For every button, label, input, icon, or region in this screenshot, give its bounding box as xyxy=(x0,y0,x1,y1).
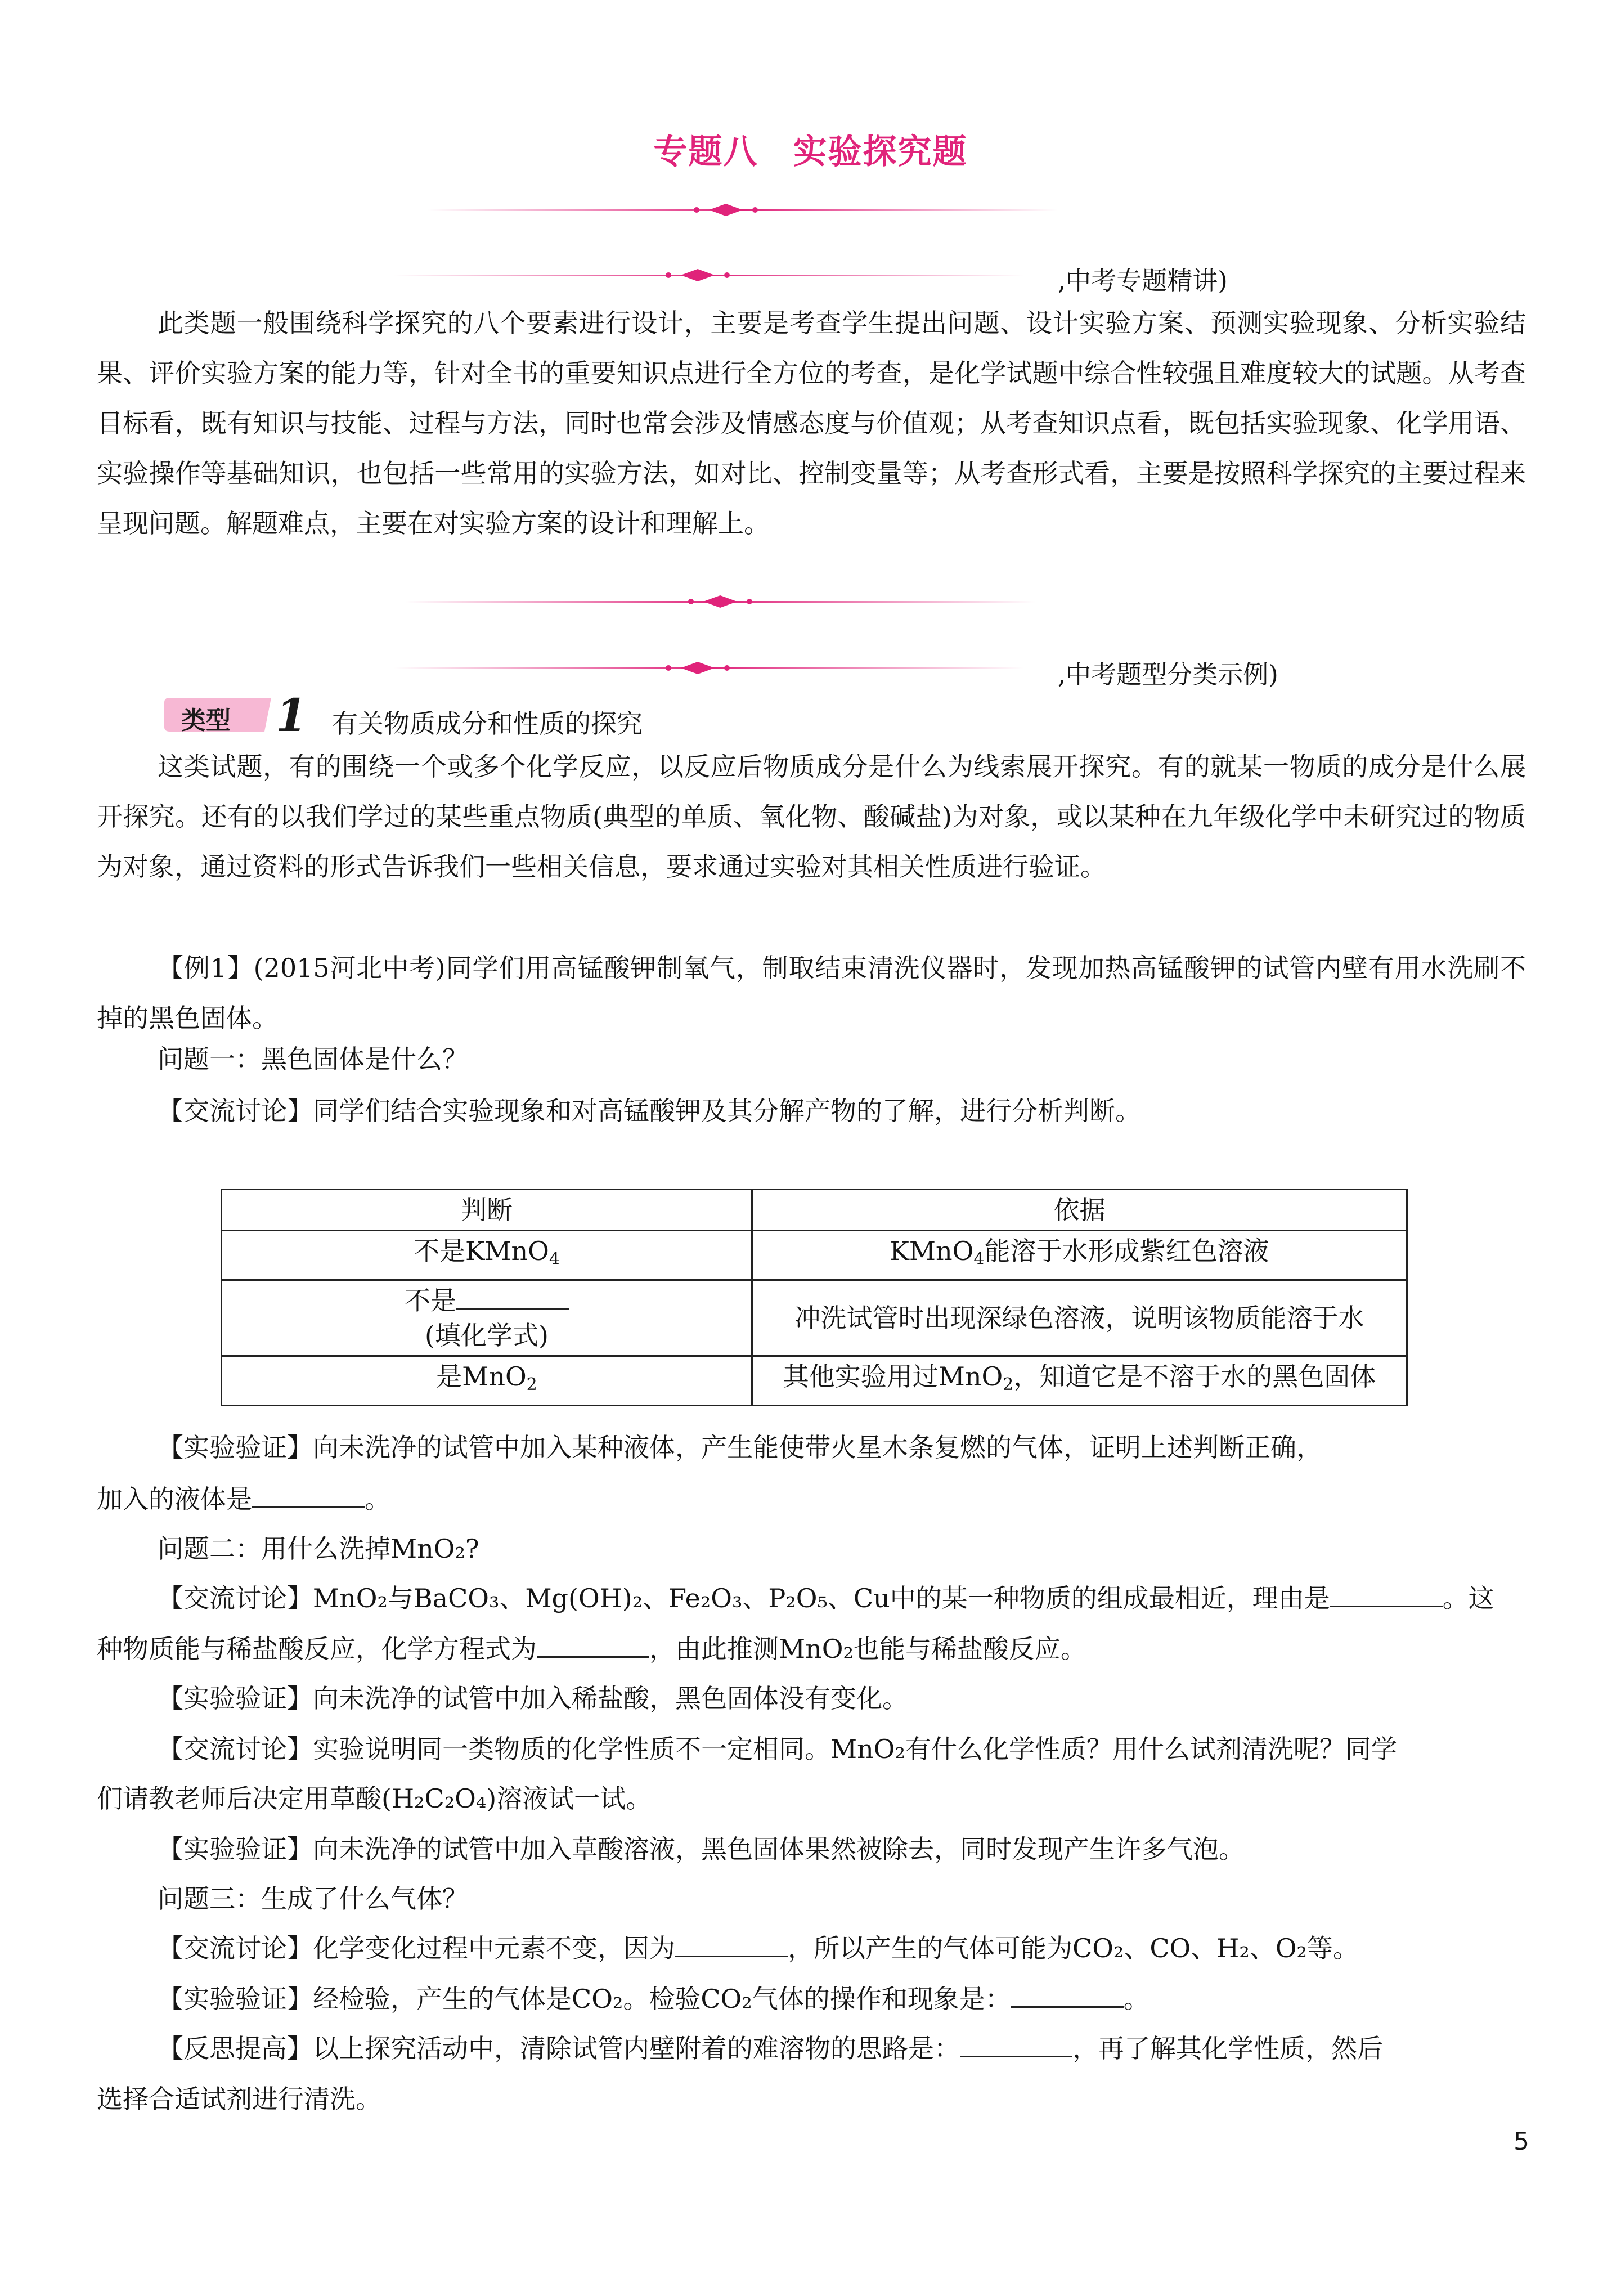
question-3: 问题三：生成了什么气体？ xyxy=(158,1884,468,1914)
table-header-basis: 依据 xyxy=(752,1190,1407,1231)
discussion-3-cont: 们请教老师后决定用草酸(H₂C₂O₄)溶液试一试。 xyxy=(97,1783,652,1814)
table-header-row xyxy=(222,1190,1407,1231)
answer-blank[interactable] xyxy=(1330,1583,1443,1607)
verification-1: 【实验验证】向未洗净的试管中加入某种液体，产生能使带火星木条复燃的气体，证明上述判断正确， xyxy=(158,1432,1322,1463)
table-cell: 其他实验用过MnO$_2$，知道它是不溶于水的黑色固体 xyxy=(752,1356,1407,1406)
discussion-3: 【交流讨论】实验说明同一类物质的化学性质不一定相同。MnO₂有什么化学性质？用什么试剂清洗呢？同学 xyxy=(158,1734,1397,1764)
section-heading-2: ,中考题型分类示例) xyxy=(1058,660,1278,689)
question-1: 问题一：黑色固体是什么？ xyxy=(158,1044,468,1074)
table-cell: 不是KMnO$_4$ xyxy=(222,1231,752,1280)
page-number: 5 xyxy=(1514,2127,1529,2156)
type-intro-paragraph: 这类试题，有的围绕一个或多个化学反应，以反应后物质成分是什么为线索展开探究。有的就某一物质的成分是什么展开探究。还有的以我们学过的某些重点物质(典型的单质、氧化物、酸碱盐)为对象，或以某种在九年级化学中未研究过的物质为对象，通过资料的形式告诉我们一些相关信息，要求通过实验对其相关性质进行验证。 xyxy=(97,751,1526,882)
page-title: 专题八 实验探究题 xyxy=(653,132,968,172)
answer-blank[interactable] xyxy=(456,1285,569,1310)
answer-blank[interactable] xyxy=(537,1634,649,1658)
decorative-divider-3 xyxy=(405,591,1035,613)
answer-blank[interactable] xyxy=(960,2033,1072,2057)
verification-1-cont: 加入的液体是 。 xyxy=(97,1484,390,1514)
table-row xyxy=(222,1356,1407,1406)
table-cell: KMnO$_4$能溶于水形成紫红色溶液 xyxy=(752,1231,1407,1280)
table-cell: 冲洗试管时出现深绿色溶液，说明该物质能溶于水 xyxy=(752,1280,1407,1356)
answer-blank[interactable] xyxy=(1011,1984,1124,2008)
type-badge-number: 1 xyxy=(276,689,307,742)
judgment-table xyxy=(221,1189,1408,1406)
answer-blank[interactable] xyxy=(252,1484,365,1508)
discussion-2: 【交流讨论】MnO₂与BaCO₃、Mg(OH)₂、Fe₂O₃、P₂O₅、Cu中的某一种物质的组成最相近，理由是 。这 xyxy=(158,1583,1494,1613)
decorative-divider-2 xyxy=(394,264,1024,287)
intro-paragraph: 此类题一般围绕科学探究的八个要素进行设计，主要是考查学生提出问题、设计实验方案、预测实验现象、分析实验结果、评价实验方案的能力等，针对全书的重要知识点进行全方位的考查，是化学试题中综合性较强且难度较大的试题。从考查目标看，既有知识与技能、过程与方法，同时也常会涉及情感态度与价值观；从考查知识点看，既包括实验现象、化学用语、实验操作等基础知识，也包括一些常用的实验方法，如对比、控制变量等；从考查形式看，主要是按照科学探究的主要过程来呈现问题。解题难点，主要在对实验方案的设计和理解上。 xyxy=(97,308,1526,539)
table-header-judgment: 判断 xyxy=(222,1190,752,1231)
verification-4: 【实验验证】经检验，产生的气体是CO₂。检验CO₂气体的操作和现象是： 。 xyxy=(158,1984,1149,2014)
section-heading-1: ,中考专题精讲) xyxy=(1058,266,1228,295)
answer-blank[interactable] xyxy=(675,1933,788,1957)
discussion-4: 【交流讨论】化学变化过程中元素不变，因为 ，所以产生的气体可能为CO₂、CO、H₂、O₂等。 xyxy=(158,1933,1359,1963)
table-cell: 不是 (填化学式) xyxy=(222,1280,752,1356)
discussion-2-cont: 种物质能与稀盐酸反应，化学方程式为 ，由此推测MnO₂也能与稀盐酸反应。 xyxy=(97,1634,1086,1664)
decorative-divider-4 xyxy=(394,657,1024,680)
question-2: 问题二：用什么洗掉MnO₂? xyxy=(158,1533,479,1564)
table-row xyxy=(222,1231,1407,1280)
type-badge-label: 类型 xyxy=(181,706,231,735)
reflection: 【反思提高】以上探究活动中，清除试管内壁附着的难溶物的思路是： ，再了解其化学性质，然后 xyxy=(158,2033,1383,2064)
decorative-divider-1 xyxy=(428,199,1058,222)
example-paragraph: 【例1】(2015河北中考)同学们用高锰酸钾制氧气，制取结束清洗仪器时，发现加热高锰酸钾的试管内壁有用水洗刷不掉的黑色固体。 xyxy=(97,953,1526,1033)
verification-2: 【实验验证】向未洗净的试管中加入稀盐酸，黑色固体没有变化。 xyxy=(158,1683,908,1714)
table-cell: 是MnO$_2$ xyxy=(222,1356,752,1406)
type-badge xyxy=(159,689,322,742)
reflection-cont: 选择合适试剂进行清洗。 xyxy=(97,2084,381,2114)
discussion-1: 【交流讨论】同学们结合实验现象和对高锰酸钾及其分解产物的了解，进行分析判断。 xyxy=(158,1096,1141,1126)
verification-3: 【实验验证】向未洗净的试管中加入草酸溶液，黑色固体果然被除去，同时发现产生许多气泡。 xyxy=(158,1834,1245,1864)
type-heading: 有关物质成分和性质的探究 xyxy=(332,708,643,739)
table-row xyxy=(222,1280,1407,1356)
